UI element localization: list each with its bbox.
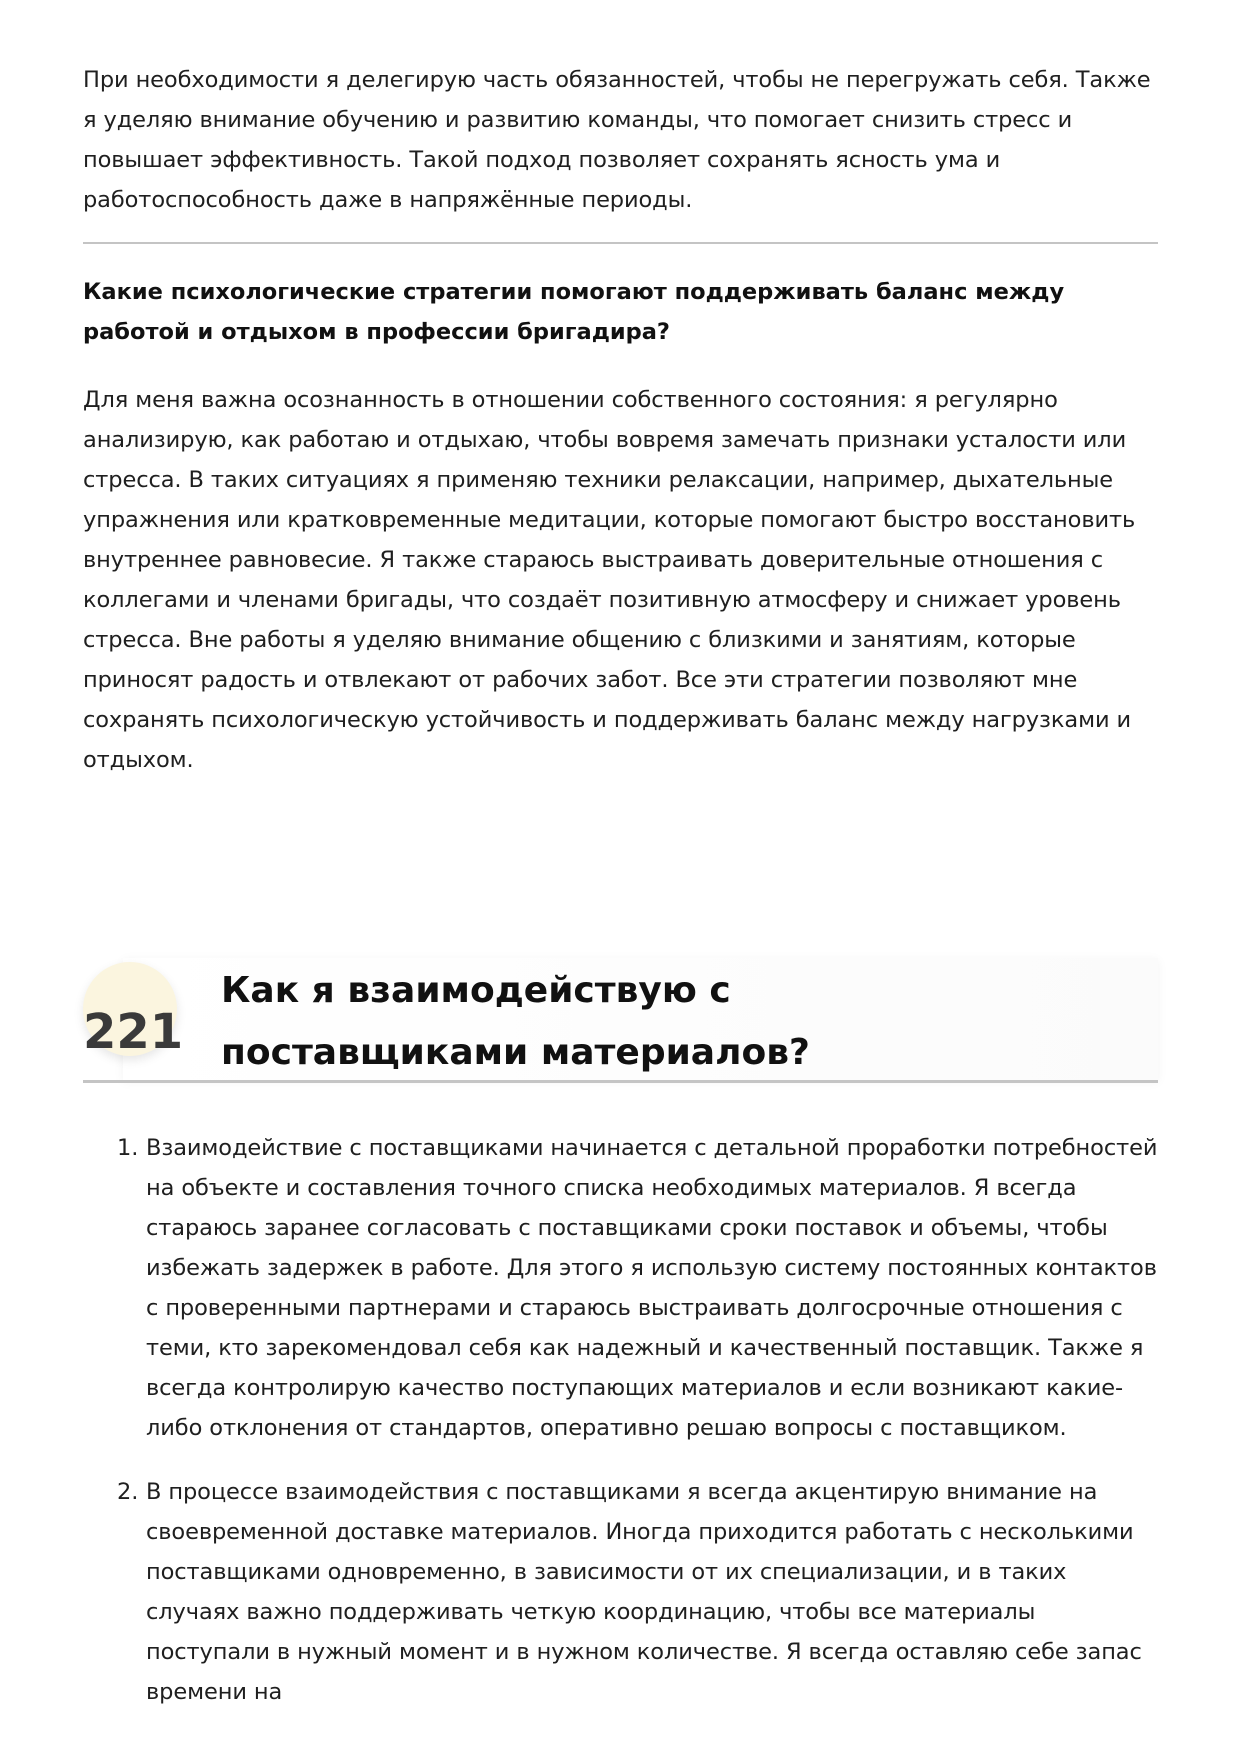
list-item-number: 2.	[117, 1479, 139, 1505]
list-item	[83, 1472, 1158, 1712]
section-title: Как я взаимодействую с поставщиками материалов?	[221, 970, 810, 1073]
list-item-text: В процессе взаимодействия с поставщиками я всегда акцентирую внимание на своевременной доставке материалов. Иногда приходится работать с несколькими поставщиками одновременно, в зависимости от их специализации, и в таких случаях важно поддерживать четкую координацию, чтобы все материалы поступали в нужный момент и в нужном количестве. Я всегда оставляю себе запас времени на	[146, 1479, 1142, 1705]
intro-paragraph: При необходимости я делегирую часть обязанностей, чтобы не перегружать себя. Также я уделяю внимание обучению и развитию команды, что помогает снизить стресс и повышает эффективность. Такой подход позволяет сохранять ясность ума и работоспособность даже в напряжённые периоды.	[83, 67, 1151, 213]
list-item-number: 1.	[117, 1135, 139, 1161]
answer-paragraph: Для меня важна осознанность в отношении собственного состояния: я регулярно анализирую, как работаю и отдыхаю, чтобы вовремя замечать признаки усталости или стресса. В таких ситуациях я применяю техники релаксации, например, дыхательные упражнения или кратковременные медитации, которые помогают быстро восстановить внутреннее равновесие. Я также стараюсь выстраивать доверительные отношения с коллегами и членами бригады, что создаёт позитивную атмосферу и снижает уровень стресса. Вне работы я уделяю внимание общению с близкими и занятиям, которые приносят радость и отвлекают от рабочих забот. Все эти стратегии позволяют мне сохранять психологическую устойчивость и поддерживать баланс между нагрузками и отдыхом.	[83, 387, 1136, 773]
section-header	[83, 958, 1158, 1082]
question-heading: Какие психологические стратегии помогают поддерживать баланс между работой и отдыхом в профессии бригадира?	[83, 279, 1065, 345]
list-item-text: Взаимодействие с поставщиками начинается с детальной проработки потребностей на объекте и составления точного списка необходимых материалов. Я всегда стараюсь заранее согласовать с поставщиками сроки поставок и объемы, чтобы избежать задержек в работе. Для этого я использую систему постоянных контактов с проверенными партнерами и стараюсь выстраивать долгосрочные отношения с теми, кто зарекомендовал себя как надежный и качественный поставщик. Также я всегда контролирую качество поступающих материалов и если возникают какие-либо отклонения от стандартов, оперативно решаю вопросы с поставщиком.	[146, 1135, 1158, 1441]
answer-list	[83, 1128, 1158, 1736]
divider	[83, 242, 1158, 244]
section-divider	[83, 1080, 1158, 1083]
section-number: 221	[83, 1004, 184, 1060]
list-item	[83, 1128, 1158, 1448]
